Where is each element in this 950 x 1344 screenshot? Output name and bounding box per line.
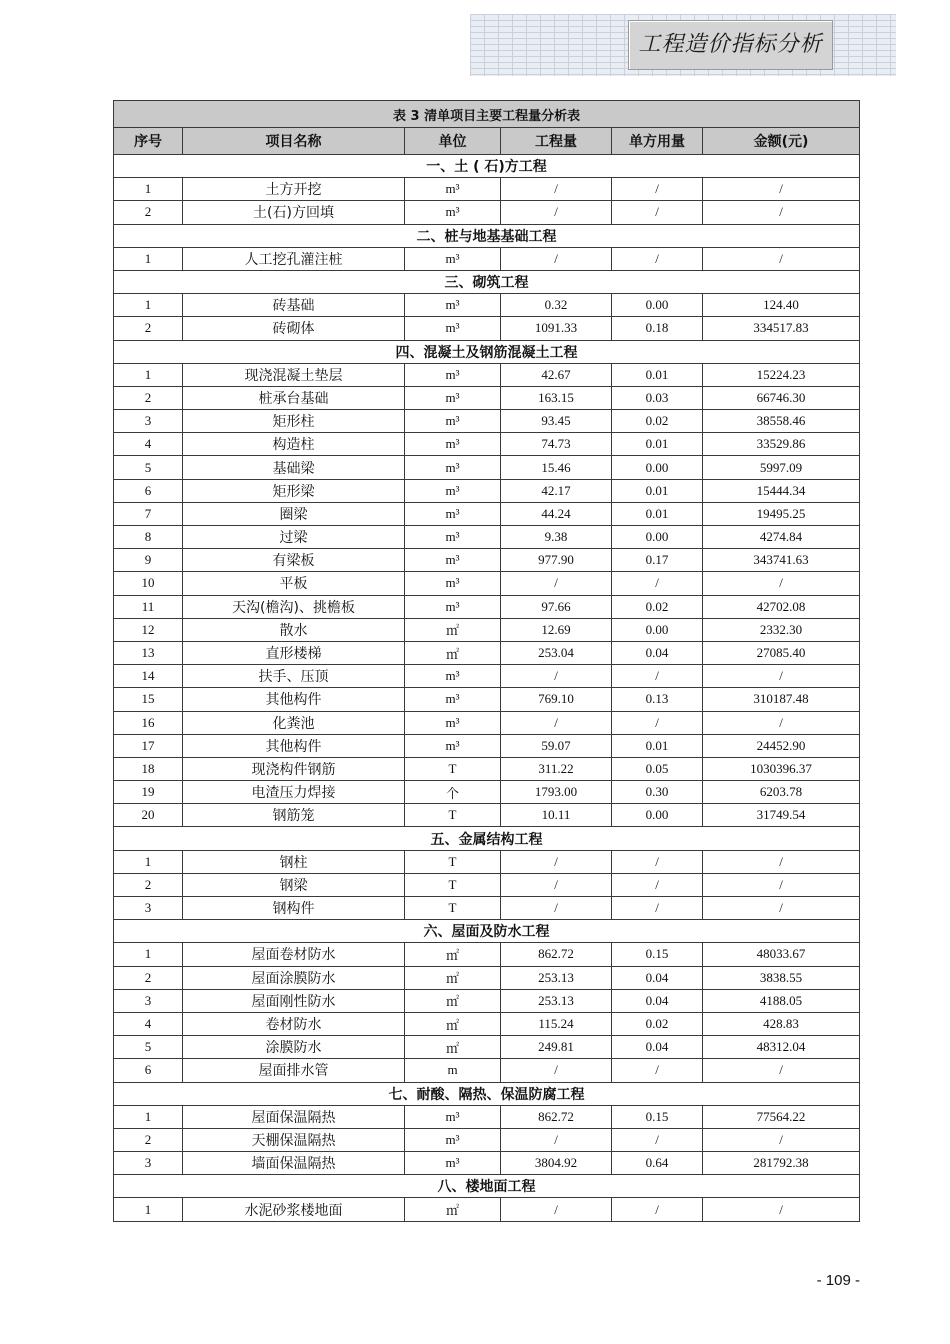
section-title: 四、混凝土及钢筋混凝土工程 <box>114 340 860 363</box>
unit-usage: 0.01 <box>612 363 703 386</box>
item-name: 屋面卷材防水 <box>183 943 405 966</box>
section-title: 七、耐酸、隔热、保温防腐工程 <box>114 1082 860 1105</box>
quantity: 115.24 <box>501 1012 612 1035</box>
unit: m³ <box>405 363 501 386</box>
unit: ㎡ <box>405 989 501 1012</box>
item-name: 有梁板 <box>183 549 405 572</box>
amount: 15444.34 <box>703 479 860 502</box>
unit-usage: 0.01 <box>612 502 703 525</box>
quantity: / <box>501 711 612 734</box>
unit: m³ <box>405 1105 501 1128</box>
item-name: 直形楼梯 <box>183 641 405 664</box>
unit-usage: / <box>612 850 703 873</box>
item-name: 涂膜防水 <box>183 1036 405 1059</box>
table-row <box>114 549 860 572</box>
section-header-row <box>114 1175 860 1198</box>
unit: T <box>405 804 501 827</box>
section-title: 工程造价指标分析 <box>638 32 823 57</box>
item-name: 屋面保温隔热 <box>183 1105 405 1128</box>
table-row <box>114 1059 860 1082</box>
amount: 4188.05 <box>703 989 860 1012</box>
unit-usage: 0.00 <box>612 526 703 549</box>
row-index: 1 <box>114 294 183 317</box>
unit: T <box>405 850 501 873</box>
row-index: 2 <box>114 317 183 340</box>
item-name: 天沟(檐沟)、挑檐板 <box>183 595 405 618</box>
row-index: 18 <box>114 757 183 780</box>
section-header-row <box>114 224 860 247</box>
quantity: 9.38 <box>501 526 612 549</box>
quantity: 42.67 <box>501 363 612 386</box>
row-index: 1 <box>114 363 183 386</box>
table-row <box>114 641 860 664</box>
item-name: 钢筋笼 <box>183 804 405 827</box>
table-row <box>114 804 860 827</box>
table-caption-row <box>114 101 860 128</box>
quantity-analysis-table <box>113 100 860 1222</box>
item-name: 屋面刚性防水 <box>183 989 405 1012</box>
unit-usage: / <box>612 178 703 201</box>
table-row <box>114 595 860 618</box>
section-title: 五、金属结构工程 <box>114 827 860 850</box>
item-name: 散水 <box>183 618 405 641</box>
unit: m³ <box>405 386 501 409</box>
unit-usage: 0.04 <box>612 641 703 664</box>
amount: 4274.84 <box>703 526 860 549</box>
row-index: 1 <box>114 850 183 873</box>
section-title: 六、屋面及防水工程 <box>114 920 860 943</box>
row-index: 2 <box>114 386 183 409</box>
unit-usage: 0.03 <box>612 386 703 409</box>
table-row <box>114 363 860 386</box>
unit-usage: 0.00 <box>612 804 703 827</box>
unit-usage: / <box>612 873 703 896</box>
row-index: 11 <box>114 595 183 618</box>
unit: m³ <box>405 247 501 270</box>
section-title: 一、土 ( 石)方工程 <box>114 155 860 178</box>
unit: m³ <box>405 502 501 525</box>
quantity: / <box>501 897 612 920</box>
unit-usage: / <box>612 247 703 270</box>
row-index: 6 <box>114 479 183 502</box>
quantity: 862.72 <box>501 943 612 966</box>
table-header-row <box>114 128 860 155</box>
table-row <box>114 247 860 270</box>
column-header: 工程量 <box>501 128 612 155</box>
row-index: 5 <box>114 1036 183 1059</box>
unit-usage: / <box>612 711 703 734</box>
unit: m³ <box>405 711 501 734</box>
table-row <box>114 618 860 641</box>
table-body <box>114 155 860 1222</box>
column-header: 序号 <box>114 128 183 155</box>
amount: 48033.67 <box>703 943 860 966</box>
item-name: 屋面涂膜防水 <box>183 966 405 989</box>
row-index: 8 <box>114 526 183 549</box>
unit: m³ <box>405 456 501 479</box>
unit-usage: 0.15 <box>612 943 703 966</box>
amount: / <box>703 201 860 224</box>
unit-usage: 0.01 <box>612 734 703 757</box>
quantity: 97.66 <box>501 595 612 618</box>
unit: T <box>405 757 501 780</box>
unit: m³ <box>405 317 501 340</box>
row-index: 2 <box>114 201 183 224</box>
unit: ㎡ <box>405 943 501 966</box>
table-row <box>114 1036 860 1059</box>
item-name: 现浇混凝土垫层 <box>183 363 405 386</box>
unit-usage: 0.18 <box>612 317 703 340</box>
column-header: 单方用量 <box>612 128 703 155</box>
section-header-row <box>114 340 860 363</box>
item-name: 钢构件 <box>183 897 405 920</box>
amount: 310187.48 <box>703 688 860 711</box>
table-row <box>114 989 860 1012</box>
unit: m³ <box>405 734 501 757</box>
item-name: 圈梁 <box>183 502 405 525</box>
quantity: 74.73 <box>501 433 612 456</box>
item-name: 平板 <box>183 572 405 595</box>
column-header: 单位 <box>405 128 501 155</box>
row-index: 1 <box>114 247 183 270</box>
amount: / <box>703 897 860 920</box>
quantity: / <box>501 665 612 688</box>
quantity: 10.11 <box>501 804 612 827</box>
row-index: 7 <box>114 502 183 525</box>
row-index: 16 <box>114 711 183 734</box>
row-index: 2 <box>114 873 183 896</box>
amount: / <box>703 850 860 873</box>
quantity: 93.45 <box>501 410 612 433</box>
row-index: 2 <box>114 966 183 989</box>
section-header-row <box>114 1082 860 1105</box>
item-name: 矩形柱 <box>183 410 405 433</box>
amount: 33529.86 <box>703 433 860 456</box>
unit-usage: 0.04 <box>612 1036 703 1059</box>
unit: ㎡ <box>405 966 501 989</box>
item-name: 砖基础 <box>183 294 405 317</box>
item-name: 化粪池 <box>183 711 405 734</box>
unit: m³ <box>405 1152 501 1175</box>
unit-usage: 0.04 <box>612 966 703 989</box>
unit: m³ <box>405 433 501 456</box>
table-row <box>114 665 860 688</box>
quantity: 253.04 <box>501 641 612 664</box>
quantity: 1793.00 <box>501 781 612 804</box>
item-name: 扶手、压顶 <box>183 665 405 688</box>
table-row <box>114 178 860 201</box>
item-name: 其他构件 <box>183 688 405 711</box>
page-number: - 109 - <box>816 1272 860 1289</box>
amount: 1030396.37 <box>703 757 860 780</box>
unit: m³ <box>405 201 501 224</box>
table-row <box>114 433 860 456</box>
quantity: 163.15 <box>501 386 612 409</box>
quantity: / <box>501 247 612 270</box>
amount: / <box>703 711 860 734</box>
amount: 31749.54 <box>703 804 860 827</box>
item-name: 矩形梁 <box>183 479 405 502</box>
quantity: 12.69 <box>501 618 612 641</box>
amount: 42702.08 <box>703 595 860 618</box>
quantity: 249.81 <box>501 1036 612 1059</box>
unit: m³ <box>405 572 501 595</box>
amount: 66746.30 <box>703 386 860 409</box>
amount: 27085.40 <box>703 641 860 664</box>
amount: 334517.83 <box>703 317 860 340</box>
item-name: 砖砌体 <box>183 317 405 340</box>
section-header-row <box>114 270 860 293</box>
unit: m³ <box>405 526 501 549</box>
table-row <box>114 688 860 711</box>
table-row <box>114 966 860 989</box>
unit-usage: / <box>612 201 703 224</box>
unit: ㎡ <box>405 1036 501 1059</box>
item-name: 桩承台基础 <box>183 386 405 409</box>
amount: 24452.90 <box>703 734 860 757</box>
table-row <box>114 294 860 317</box>
row-index: 2 <box>114 1128 183 1151</box>
amount: 2332.30 <box>703 618 860 641</box>
unit-usage: 0.30 <box>612 781 703 804</box>
row-index: 9 <box>114 549 183 572</box>
quantity: 769.10 <box>501 688 612 711</box>
table-row <box>114 1128 860 1151</box>
amount: 5997.09 <box>703 456 860 479</box>
row-index: 3 <box>114 989 183 1012</box>
table-row <box>114 201 860 224</box>
table-row <box>114 526 860 549</box>
unit-usage: 0.01 <box>612 479 703 502</box>
unit: m³ <box>405 1128 501 1151</box>
amount: 15224.23 <box>703 363 860 386</box>
row-index: 1 <box>114 178 183 201</box>
row-index: 20 <box>114 804 183 827</box>
unit-usage: 0.02 <box>612 410 703 433</box>
row-index: 1 <box>114 1105 183 1128</box>
item-name: 卷材防水 <box>183 1012 405 1035</box>
item-name: 水泥砂浆楼地面 <box>183 1198 405 1221</box>
table-row <box>114 757 860 780</box>
row-index: 3 <box>114 897 183 920</box>
item-name: 构造柱 <box>183 433 405 456</box>
unit-usage: 0.05 <box>612 757 703 780</box>
unit-usage: / <box>612 665 703 688</box>
table-row <box>114 410 860 433</box>
unit-usage: 0.04 <box>612 989 703 1012</box>
amount: / <box>703 572 860 595</box>
table-row <box>114 317 860 340</box>
quantity: / <box>501 1198 612 1221</box>
unit-usage: 0.00 <box>612 294 703 317</box>
table-row <box>114 1012 860 1035</box>
unit: T <box>405 873 501 896</box>
quantity: 862.72 <box>501 1105 612 1128</box>
section-header-row <box>114 920 860 943</box>
unit-usage: / <box>612 572 703 595</box>
amount: 124.40 <box>703 294 860 317</box>
table-row <box>114 1198 860 1221</box>
amount: / <box>703 1128 860 1151</box>
quantity: 3804.92 <box>501 1152 612 1175</box>
unit-usage: 0.15 <box>612 1105 703 1128</box>
item-name: 墙面保温隔热 <box>183 1152 405 1175</box>
unit: m³ <box>405 665 501 688</box>
table-row <box>114 1152 860 1175</box>
table-row <box>114 1105 860 1128</box>
quantity: / <box>501 201 612 224</box>
item-name: 屋面排水管 <box>183 1059 405 1082</box>
table-row <box>114 781 860 804</box>
quantity: 44.24 <box>501 502 612 525</box>
row-index: 1 <box>114 943 183 966</box>
table-row <box>114 479 860 502</box>
amount: 38558.46 <box>703 410 860 433</box>
section-header-row <box>114 827 860 850</box>
quantity: 311.22 <box>501 757 612 780</box>
amount: 428.83 <box>703 1012 860 1035</box>
unit-usage: 0.02 <box>612 595 703 618</box>
table-row <box>114 734 860 757</box>
amount: / <box>703 1059 860 1082</box>
item-name: 土方开挖 <box>183 178 405 201</box>
row-index: 19 <box>114 781 183 804</box>
unit: ㎡ <box>405 618 501 641</box>
quantity: / <box>501 850 612 873</box>
unit: m³ <box>405 479 501 502</box>
unit-usage: 0.02 <box>612 1012 703 1035</box>
item-name: 钢柱 <box>183 850 405 873</box>
unit: ㎡ <box>405 1198 501 1221</box>
quantity: 0.32 <box>501 294 612 317</box>
unit: m³ <box>405 688 501 711</box>
item-name: 钢梁 <box>183 873 405 896</box>
quantity: 253.13 <box>501 989 612 1012</box>
row-index: 5 <box>114 456 183 479</box>
table-row <box>114 873 860 896</box>
unit-usage: / <box>612 897 703 920</box>
row-index: 4 <box>114 433 183 456</box>
amount: 343741.63 <box>703 549 860 572</box>
quantity: 977.90 <box>501 549 612 572</box>
quantity: 42.17 <box>501 479 612 502</box>
amount: / <box>703 1198 860 1221</box>
section-title: 二、桩与地基基础工程 <box>114 224 860 247</box>
amount: / <box>703 665 860 688</box>
item-name: 天棚保温隔热 <box>183 1128 405 1151</box>
amount: / <box>703 178 860 201</box>
unit: T <box>405 897 501 920</box>
row-index: 3 <box>114 1152 183 1175</box>
quantity: 1091.33 <box>501 317 612 340</box>
unit-usage: 0.17 <box>612 549 703 572</box>
row-index: 13 <box>114 641 183 664</box>
row-index: 15 <box>114 688 183 711</box>
item-name: 人工挖孔灌注桩 <box>183 247 405 270</box>
row-index: 10 <box>114 572 183 595</box>
quantity: / <box>501 1128 612 1151</box>
amount: / <box>703 247 860 270</box>
unit: m³ <box>405 178 501 201</box>
amount: / <box>703 873 860 896</box>
item-name: 土(石)方回填 <box>183 201 405 224</box>
quantity: 15.46 <box>501 456 612 479</box>
quantity: / <box>501 572 612 595</box>
row-index: 14 <box>114 665 183 688</box>
unit-usage: / <box>612 1128 703 1151</box>
item-name: 电渣压力焊接 <box>183 781 405 804</box>
table-row <box>114 386 860 409</box>
column-header: 项目名称 <box>183 128 405 155</box>
unit-usage: 0.00 <box>612 618 703 641</box>
item-name: 过梁 <box>183 526 405 549</box>
item-name: 现浇构件钢筋 <box>183 757 405 780</box>
table-row <box>114 711 860 734</box>
quantity: / <box>501 873 612 896</box>
quantity: / <box>501 178 612 201</box>
unit: m³ <box>405 595 501 618</box>
item-name: 其他构件 <box>183 734 405 757</box>
amount: 281792.38 <box>703 1152 860 1175</box>
unit: ㎡ <box>405 641 501 664</box>
section-header-row <box>114 155 860 178</box>
table-caption: 表 3 清单项目主要工程量分析表 <box>114 101 860 128</box>
amount: 48312.04 <box>703 1036 860 1059</box>
quantity: 59.07 <box>501 734 612 757</box>
section-title: 三、砌筑工程 <box>114 270 860 293</box>
row-index: 3 <box>114 410 183 433</box>
table-row <box>114 456 860 479</box>
unit: m³ <box>405 410 501 433</box>
amount: 3838.55 <box>703 966 860 989</box>
quantity: 253.13 <box>501 966 612 989</box>
quantity: / <box>501 1059 612 1082</box>
unit: ㎡ <box>405 1012 501 1035</box>
row-index: 1 <box>114 1198 183 1221</box>
row-index: 12 <box>114 618 183 641</box>
unit-usage: / <box>612 1059 703 1082</box>
unit-usage: 0.13 <box>612 688 703 711</box>
table-row <box>114 897 860 920</box>
table-row <box>114 943 860 966</box>
table-row <box>114 502 860 525</box>
section-title: 八、楼地面工程 <box>114 1175 860 1198</box>
row-index: 17 <box>114 734 183 757</box>
unit-usage: / <box>612 1198 703 1221</box>
unit-usage: 0.00 <box>612 456 703 479</box>
table-row <box>114 850 860 873</box>
column-header: 金额(元) <box>703 128 860 155</box>
amount: 77564.22 <box>703 1105 860 1128</box>
unit: m <box>405 1059 501 1082</box>
item-name: 基础梁 <box>183 456 405 479</box>
unit: 个 <box>405 781 501 804</box>
unit-usage: 0.01 <box>612 433 703 456</box>
row-index: 4 <box>114 1012 183 1035</box>
row-index: 6 <box>114 1059 183 1082</box>
table-row <box>114 572 860 595</box>
unit: m³ <box>405 549 501 572</box>
unit: m³ <box>405 294 501 317</box>
amount: 19495.25 <box>703 502 860 525</box>
amount: 6203.78 <box>703 781 860 804</box>
unit-usage: 0.64 <box>612 1152 703 1175</box>
